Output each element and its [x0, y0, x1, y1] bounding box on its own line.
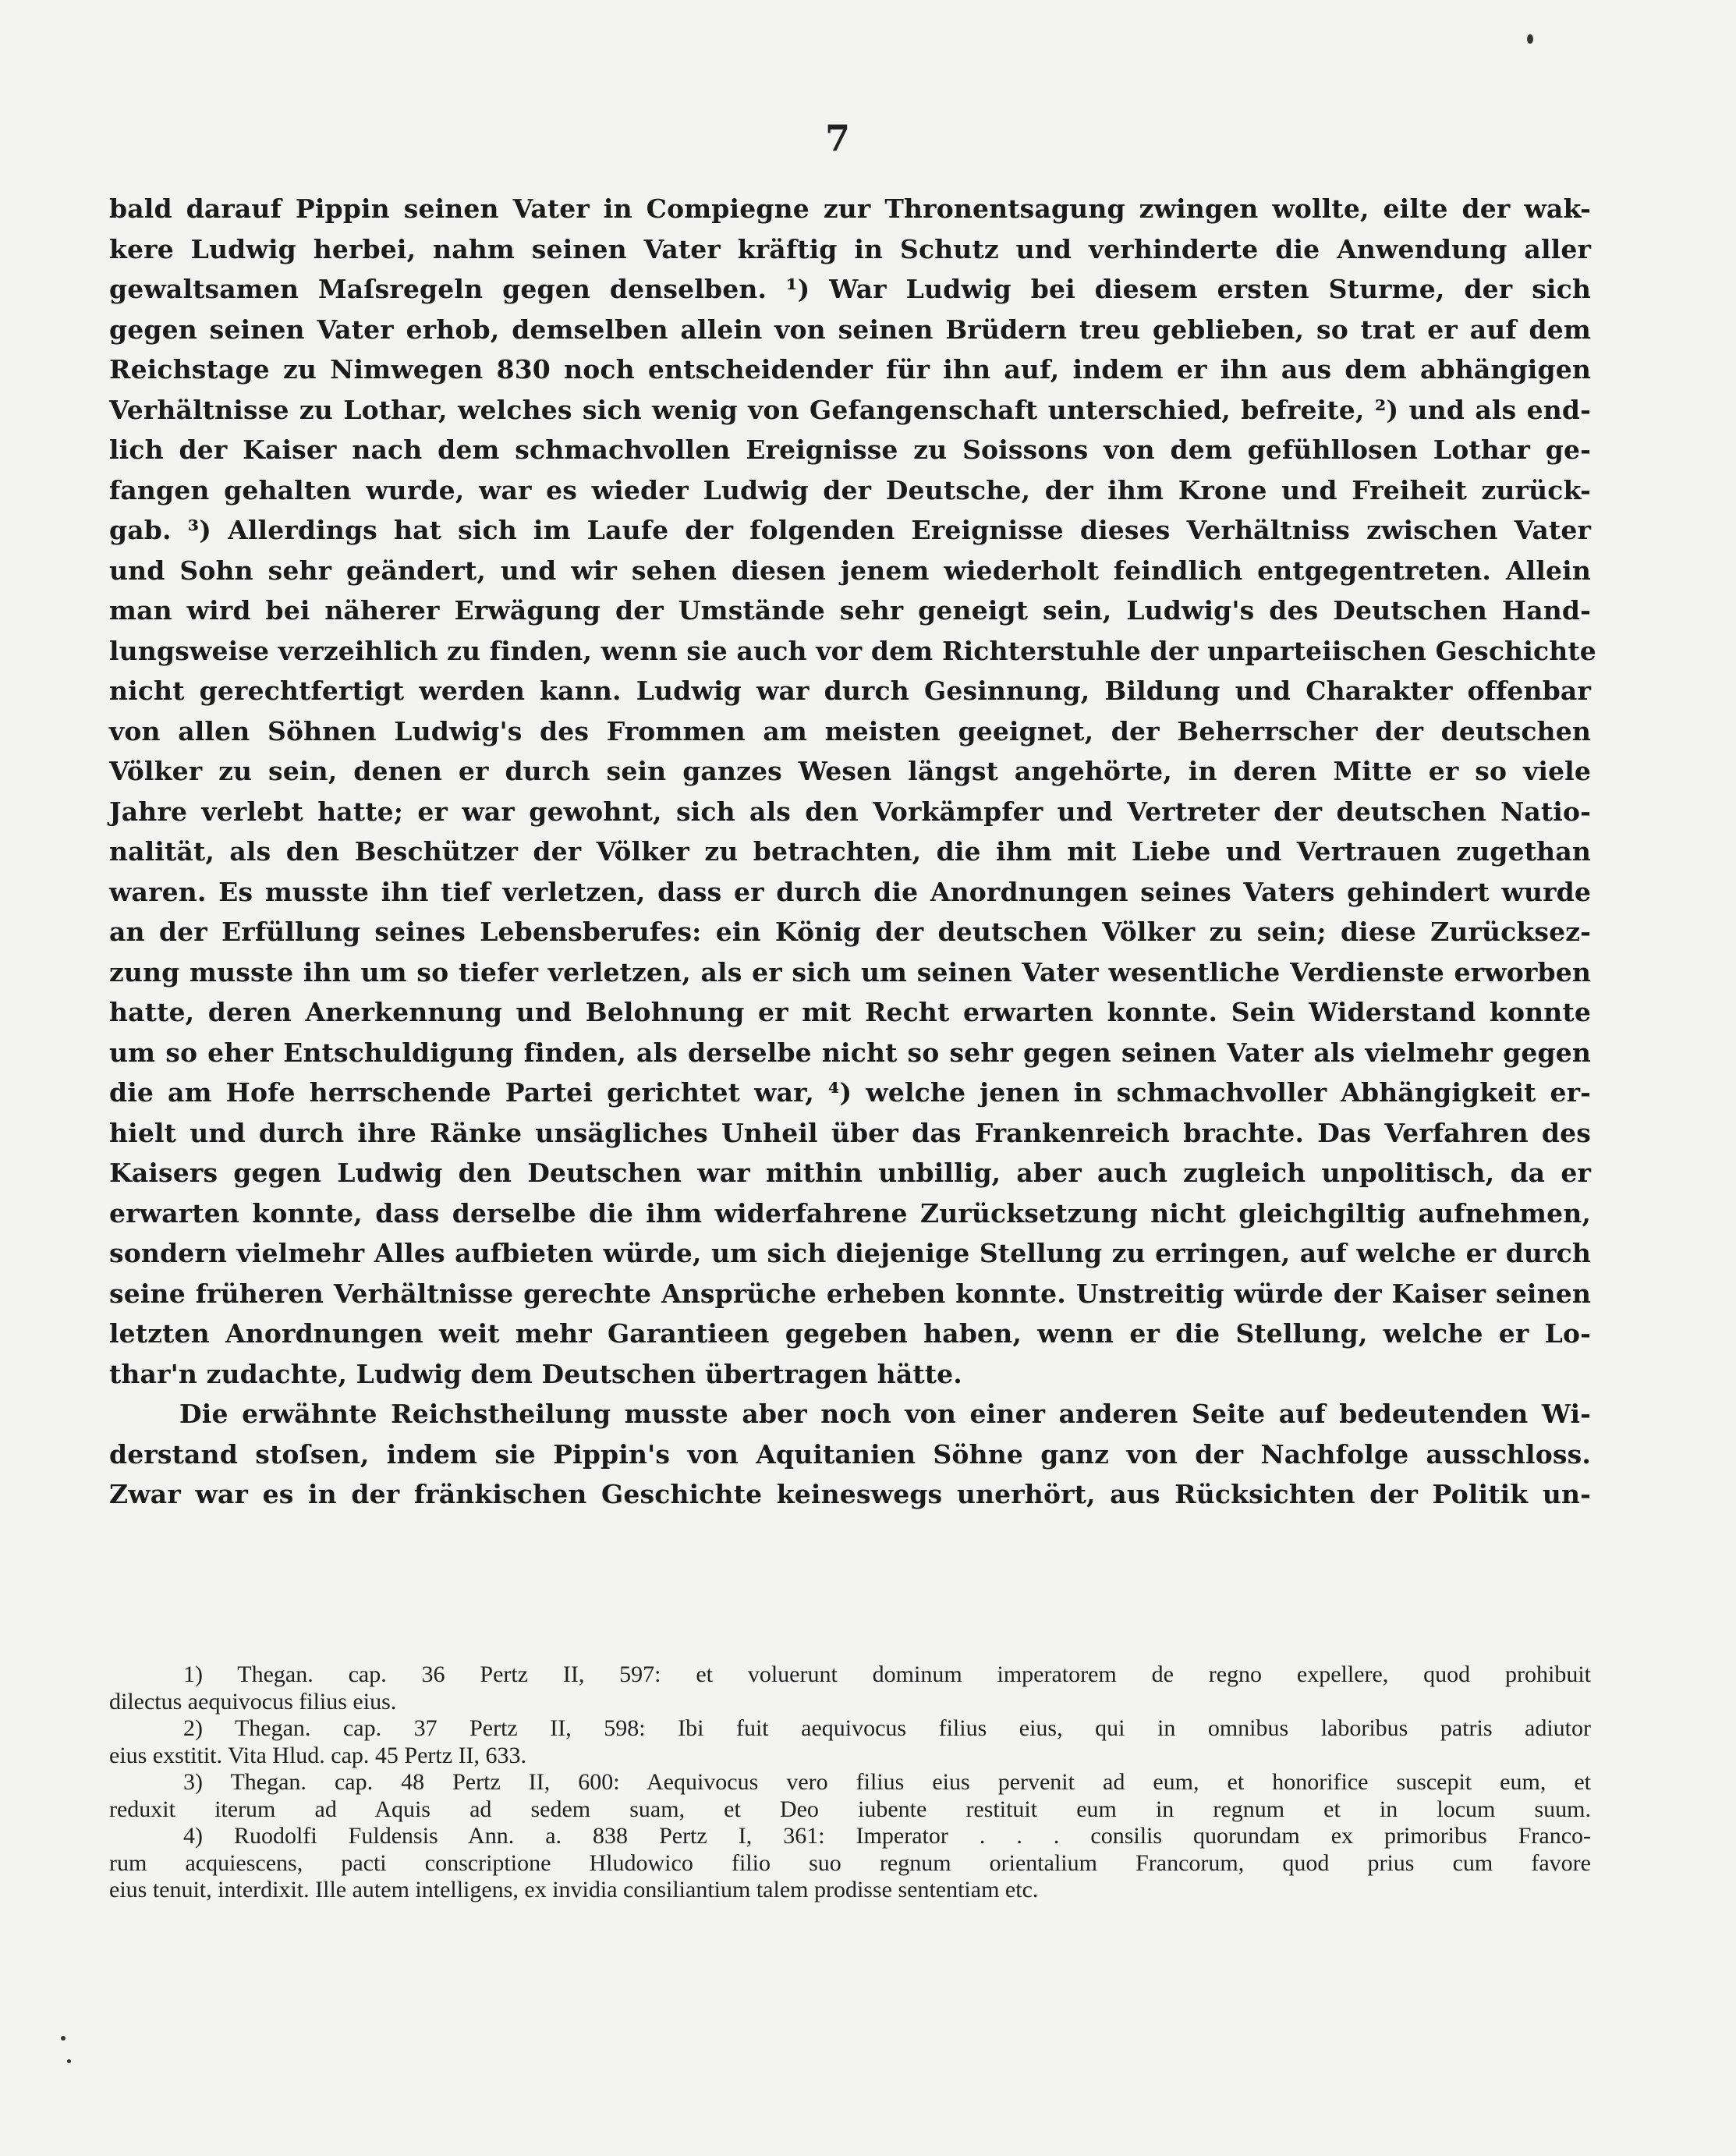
text-line: nicht gerechtfertigt werden kann. Ludwig war durch Gesinnung, Bildung und Charakter offenbar — [109, 676, 1591, 706]
text-line: thar'n zudachte, Ludwig dem Deutschen übertragen hätte. — [109, 1358, 962, 1389]
text-line: zung musste ihn um so tiefer verletzen, als er sich um seinen Vater wesentliche Verdienste erworben — [109, 956, 1591, 988]
text-line: hielt und durch ihre Ränke unsägliches Unheil über das Frankenreich brachte. Das Verfahren des — [109, 1117, 1591, 1148]
footnote-line: eius tenuit, interdixit. Ille autem intelligens, ex invidia consiliantium talem prodisse sententiam etc. — [109, 1877, 1039, 1902]
ink-speck — [61, 2036, 66, 2041]
text-line: Reichstage zu Nimwegen 830 noch entscheidender für ihn auf, indem er ihn aus dem abhängigen — [109, 354, 1591, 385]
footnote-line: dilectus aequivocus filius eius. — [109, 1688, 397, 1715]
text-line: Die erwähnte Reichstheilung musste aber noch von einer anderen Seite auf bedeutenden Wi- — [179, 1399, 1591, 1429]
text-line: erwarten konnte, dass derselbe die ihm widerfahrene Zurücksetzung nicht gleichgiltig aufnehmen, — [109, 1197, 1591, 1229]
text-line: Zwar war es in der fränkischen Geschichte keineswegs unerhört, aus Rücksichten der Politik un- — [109, 1479, 1591, 1509]
text-line: lich der Kaiser nach dem schmachvollen Ereignisse zu Soissons von dem gefühllosen Lothar ge- — [109, 434, 1591, 465]
footnote-line: reduxit iterum ad Aquis ad sedem suam, et Deo iubente restituit eum in regnum et in locum suum. — [109, 1796, 1591, 1822]
text-line: Jahre verlebt hatte; er war gewohnt, sich als den Vorkämpfer und Vertreter der deutschen Natio- — [109, 796, 1591, 827]
footnote-line: 4) Ruodolfi Fuldensis Ann. a. 838 Pertz I, 361: Imperator . . . consilis quorundam ex primoribus Franco- — [183, 1823, 1591, 1849]
text-line: bald darauf Pippin seinen Vater in Compiegne zur Thronentsagung zwingen wollte, eilte der wak- — [109, 193, 1591, 224]
text-line: sondern vielmehr Alles aufbieten würde, um sich diejenige Stellung zu erringen, auf welche er durch — [109, 1238, 1591, 1268]
text-line: Kaisers gegen Ludwig den Deutschen war mithin unbillig, aber auch zugleich unpolitisch, da er — [109, 1158, 1591, 1188]
body-text — [109, 189, 1596, 1515]
text-line: Völker zu sein, denen er durch sein ganzes Wesen längst angehörte, in deren Mitte er so viele — [109, 756, 1591, 786]
text-line: gab. ³) Allerdings hat sich im Laufe der folgenden Ereignisse dieses Verhältniss zwischen Vater — [109, 515, 1591, 545]
footnote-line: 3) Thegan. cap. 48 Pertz II, 600: Aequivocus vero filius eius pervenit ad eum, et honorifice suscepit eum, et — [183, 1769, 1591, 1795]
text-line: kere Ludwig herbei, nahm seinen Vater kräftig in Schutz und verhinderte die Anwendung aller — [109, 233, 1591, 264]
text-line: fangen gehalten wurde, war es wieder Ludwig der Deutsche, der ihm Krone und Freiheit zurück- — [109, 474, 1591, 505]
text-line: nalität, als den Beschützer der Völker zu betrachten, die ihm mit Liebe und Vertrauen zugethan — [109, 836, 1591, 867]
footnotes — [109, 1661, 1591, 1904]
text-line: hatte, deren Anerkennung und Belohnung er mit Recht erwarten konnte. Sein Widerstand konnte — [109, 997, 1591, 1027]
text-line: gewaltsamen Maſsregeln gegen denselben. ¹) War Ludwig bei diesem ersten Sturme, der sich — [109, 274, 1591, 304]
text-line: letzten Anordnungen weit mehr Garantieen gegeben haben, wenn er die Stellung, welche er Lo- — [109, 1318, 1591, 1349]
text-line: seine früheren Verhältnisse gerechte Ansprüche erheben konnte. Unstreitig würde der Kaiser seinen — [109, 1278, 1591, 1309]
page-number: 7 — [825, 117, 851, 159]
text-line: und Sohn sehr geändert, und wir sehen diesen jenem wiederholt feindlich entgegentreten. Allein — [109, 555, 1591, 586]
text-line: von allen Söhnen Ludwig's des Frommen am meisten geeignet, der Beherrscher der deutschen — [109, 715, 1591, 746]
text-line: waren. Es musste ihn tief verletzen, dass er durch die Anordnungen seines Vaters gehindert wurde — [109, 876, 1591, 907]
text-line: um so eher Entschuldigung finden, als derselbe nicht so sehr gegen seinen Vater als vielmehr gegen — [109, 1037, 1591, 1068]
text-line: die am Hofe herrschende Partei gerichtet war, ⁴) welche jenen in schmachvoller Abhängigkeit er- — [109, 1077, 1591, 1108]
text-line: man wird bei näherer Erwägung der Umstände sehr geneigt sein, Ludwig's des Deutschen Hand- — [109, 595, 1591, 626]
footnote-line: 2) Thegan. cap. 37 Pertz II, 598: Ibi fuit aequivocus filius eius, qui in omnibus laboribus patris adiutor — [183, 1715, 1591, 1741]
footnote-line: eius exstitit. Vita Hlud. cap. 45 Pertz II, 633. — [109, 1742, 527, 1768]
text-line: lungsweise verzeihlich zu finden, wenn sie auch vor dem Richterstuhle der unparteiischen Geschichte — [109, 635, 1596, 666]
ink-speck — [67, 2059, 71, 2063]
footnote-line: 1) Thegan. cap. 36 Pertz II, 597: et voluerunt dominum imperatorem de regno expellere, quod prohibuit — [183, 1661, 1591, 1687]
ink-speck — [1527, 34, 1533, 44]
text-line: Verhältnisse zu Lothar, welches sich wenig von Gefangenschaft unterschied, befreite, ²) und als end- — [109, 394, 1591, 425]
text-line: derstand stoſsen, indem sie Pippin's von Aquitanien Söhne ganz von der Nachfolge ausschloss. — [109, 1438, 1591, 1470]
footnote-line: rum acquiescens, pacti conscriptione Hludowico filio suo regnum orientalium Francorum, quod prius cum favore — [109, 1849, 1591, 1876]
text-line: an der Erfüllung seines Lebensberufes: ein König der deutschen Völker zu sein; diese Zurücksez- — [109, 917, 1591, 947]
text-line: gegen seinen Vater erhob, demselben allein von seinen Brüdern treu geblieben, so trat er auf dem — [109, 314, 1591, 345]
